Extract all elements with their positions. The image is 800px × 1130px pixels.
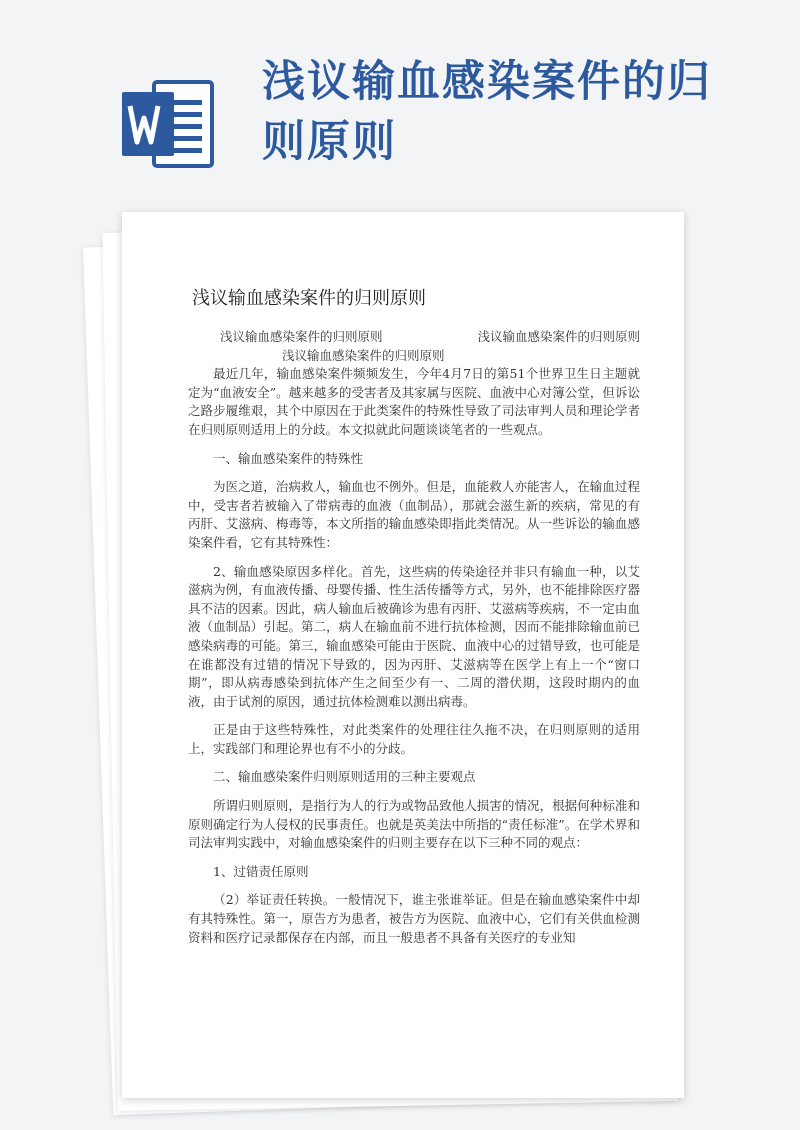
document-page: [122, 212, 684, 1098]
page-title: 浅议输血感染案件的归 则原则: [262, 57, 712, 167]
paragraph: 最近几年，输血感染案件频频发生，今年4月7日的第51个世界卫生日主题就定为“血液安全”。越来越多的受害者及其家属与医院、血液中心对簿公堂，但诉讼之路步履维艰，其个中原因在于此类案件的特殊性导致了司法审判人员和理论学者在归则原则适用上的分歧。本文拟就此问题谈谈笔者的一些观点。: [188, 366, 640, 437]
paragraph: 正是由于这些特殊性，对此类案件的处理往往久拖不决，在归则原则的适用上，实践部门和理论界也有不小的分歧。: [188, 722, 640, 756]
word-document-icon: [120, 76, 216, 172]
paragraph: （2）举证责任转换。一般情况下，谁主张谁举证。但是在输血感染案件中却有其特殊性。第一，原告方为患者，被告方为医院、血液中心，它们有关供血检测资料和医疗记录都保存在内部，而且一般患者不具备有关医疗的专业知: [188, 892, 640, 945]
document-body: [188, 328, 640, 947]
paragraph: 2、输血感染原因多样化。首先，这些病的传染途径并非只有输血一种，以艾滋病为例，有血液传播、母婴传播、性生活传播等方式，另外，也不能排除医疗器具不洁的因素。因此，病人输血后被确诊为患有丙肝、艾滋病等疾病，不一定由血液（血制品）引起。第二，病人在输血前不进行抗体检测，因而不能排除输血前已感染病毒的可能。第三，输血感染可能由于医院、血液中心的过错导致，也可能是在谁都没有过错的情况下导致的，因为丙肝、艾滋病等在医学上有上一个“窗口期”，即从病毒感染到抗体产生之间至少有一、二周的潜伏期，这段时期内的血液，由于试剂的原因，通过抗体检测难以测出病毒。: [188, 563, 640, 709]
paragraph: 为医之道，治病救人，输血也不例外。但是，血能救人亦能害人，在输血过程中，受害者若被输入了带病毒的血液（血制品），那就会滋生新的疾病，常见的有丙肝、艾滋病、梅毒等，本文所指的输血感染即指此类情况。从一些诉讼的输血感染案件看，它有其特殊性：: [188, 479, 640, 550]
repeated-headings: [188, 328, 640, 365]
section-heading: 1、过错责任原则: [213, 863, 309, 879]
header-banner: [0, 0, 800, 210]
document-title: 浅议输血感染案件的归则原则: [192, 288, 426, 309]
repeated-heading: 浅议输血感染案件的归则原则: [282, 347, 445, 363]
section-heading: 一、输血感染案件的特殊性: [213, 450, 364, 466]
repeated-heading: 浅议输血感染案件的归则原则: [220, 329, 383, 344]
paragraph: 所谓归则原则，是指行为人的行为或物品致他人损害的情况，根据何种标准和原则确定行为人侵权的民事责任。也就是英美法中所指的“责任标准”。在学术界和司法审判实践中，对输血感染案件的归则主要存在以下三种不同的观点：: [188, 798, 640, 851]
section-heading: 二、输血感染案件归则原则适用的三种主要观点: [213, 769, 476, 785]
repeated-heading: 浅议输血感染案件的归则原则: [477, 329, 640, 344]
